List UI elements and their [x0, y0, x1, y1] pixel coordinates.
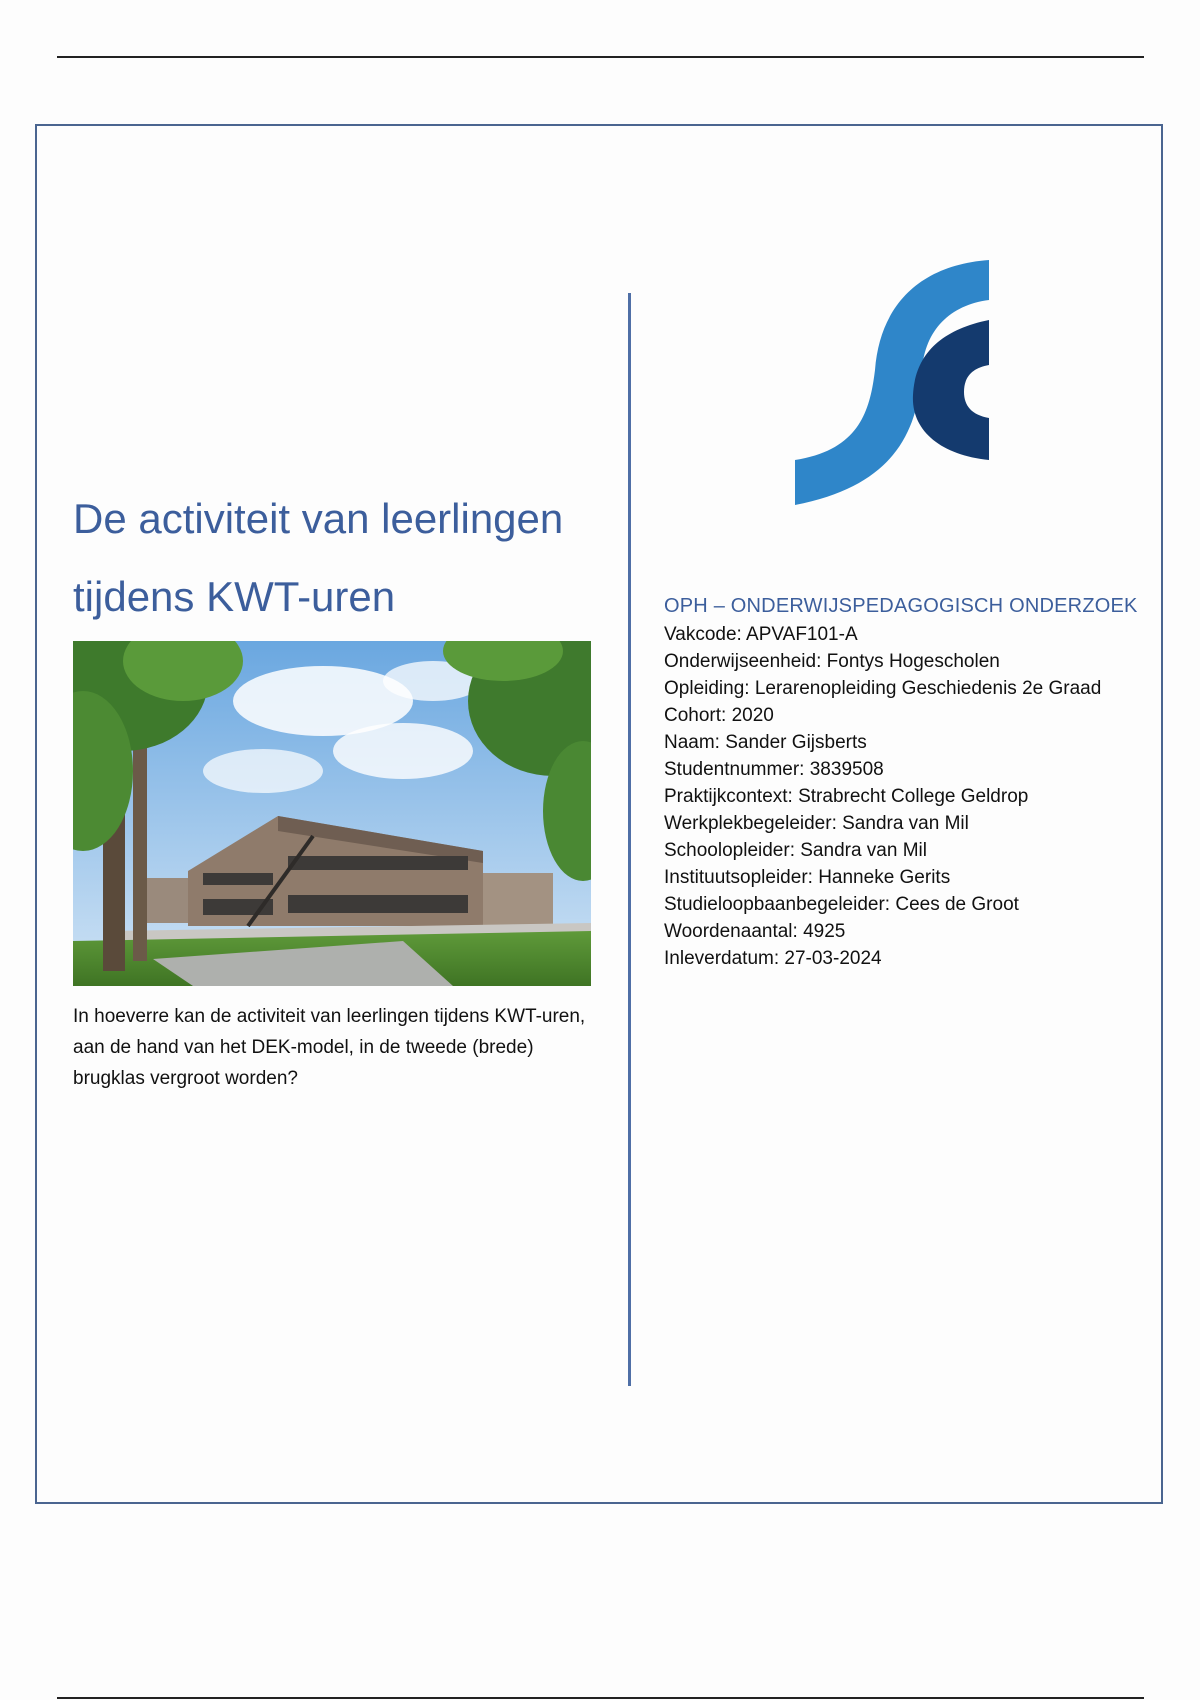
school-building-photo: [73, 641, 591, 986]
info-heading: OPH – ONDERWIJSPEDAGOGISCH ONDERZOEK: [664, 595, 1138, 617]
info-vakcode: Vakcode: APVAF101-A: [664, 624, 858, 645]
footer-rule: [57, 1697, 1144, 1699]
info-praktijkcontext: Praktijkcontext: Strabrecht College Geldrop: [664, 786, 1029, 807]
info-naam: Naam: Sander Gijsberts: [664, 732, 867, 753]
title-line-2: tijdens KWT-uren: [73, 573, 396, 620]
document-title: [73, 480, 613, 636]
info-inleverdatum: Inleverdatum: 27-03-2024: [664, 948, 882, 969]
column-divider: [628, 293, 631, 1386]
info-onderwijseenheid: Onderwijseenheid: Fontys Hogescholen: [664, 651, 1000, 672]
info-woordenaantal: Woordenaantal: 4925: [664, 921, 846, 942]
info-studieloopbaanbegeleider: Studieloopbaanbegeleider: Cees de Groot: [664, 894, 1019, 915]
info-werkplekbegeleider: Werkplekbegeleider: Sandra van Mil: [664, 813, 969, 834]
info-instituutsopleider: Instituutsopleider: Hanneke Gerits: [664, 867, 951, 888]
info-studentnummer: Studentnummer: 3839508: [664, 759, 884, 780]
school-logo-icon: [790, 260, 995, 505]
info-schoolopleider: Schoolopleider: Sandra van Mil: [664, 840, 927, 861]
info-block: [664, 591, 1164, 972]
header-rule: [57, 56, 1144, 58]
title-line-1: De activiteit van leerlingen: [73, 495, 564, 542]
research-question: In hoeverre kan de activiteit van leerlingen tijdens KWT-uren, aan de hand van het DEK-model, in de tweede (brede) brugklas vergroot worden?: [73, 1006, 586, 1089]
info-cohort: Cohort: 2020: [664, 705, 774, 726]
info-opleiding: Opleiding: Lerarenopleiding Geschiedenis 2e Graad: [664, 678, 1102, 699]
